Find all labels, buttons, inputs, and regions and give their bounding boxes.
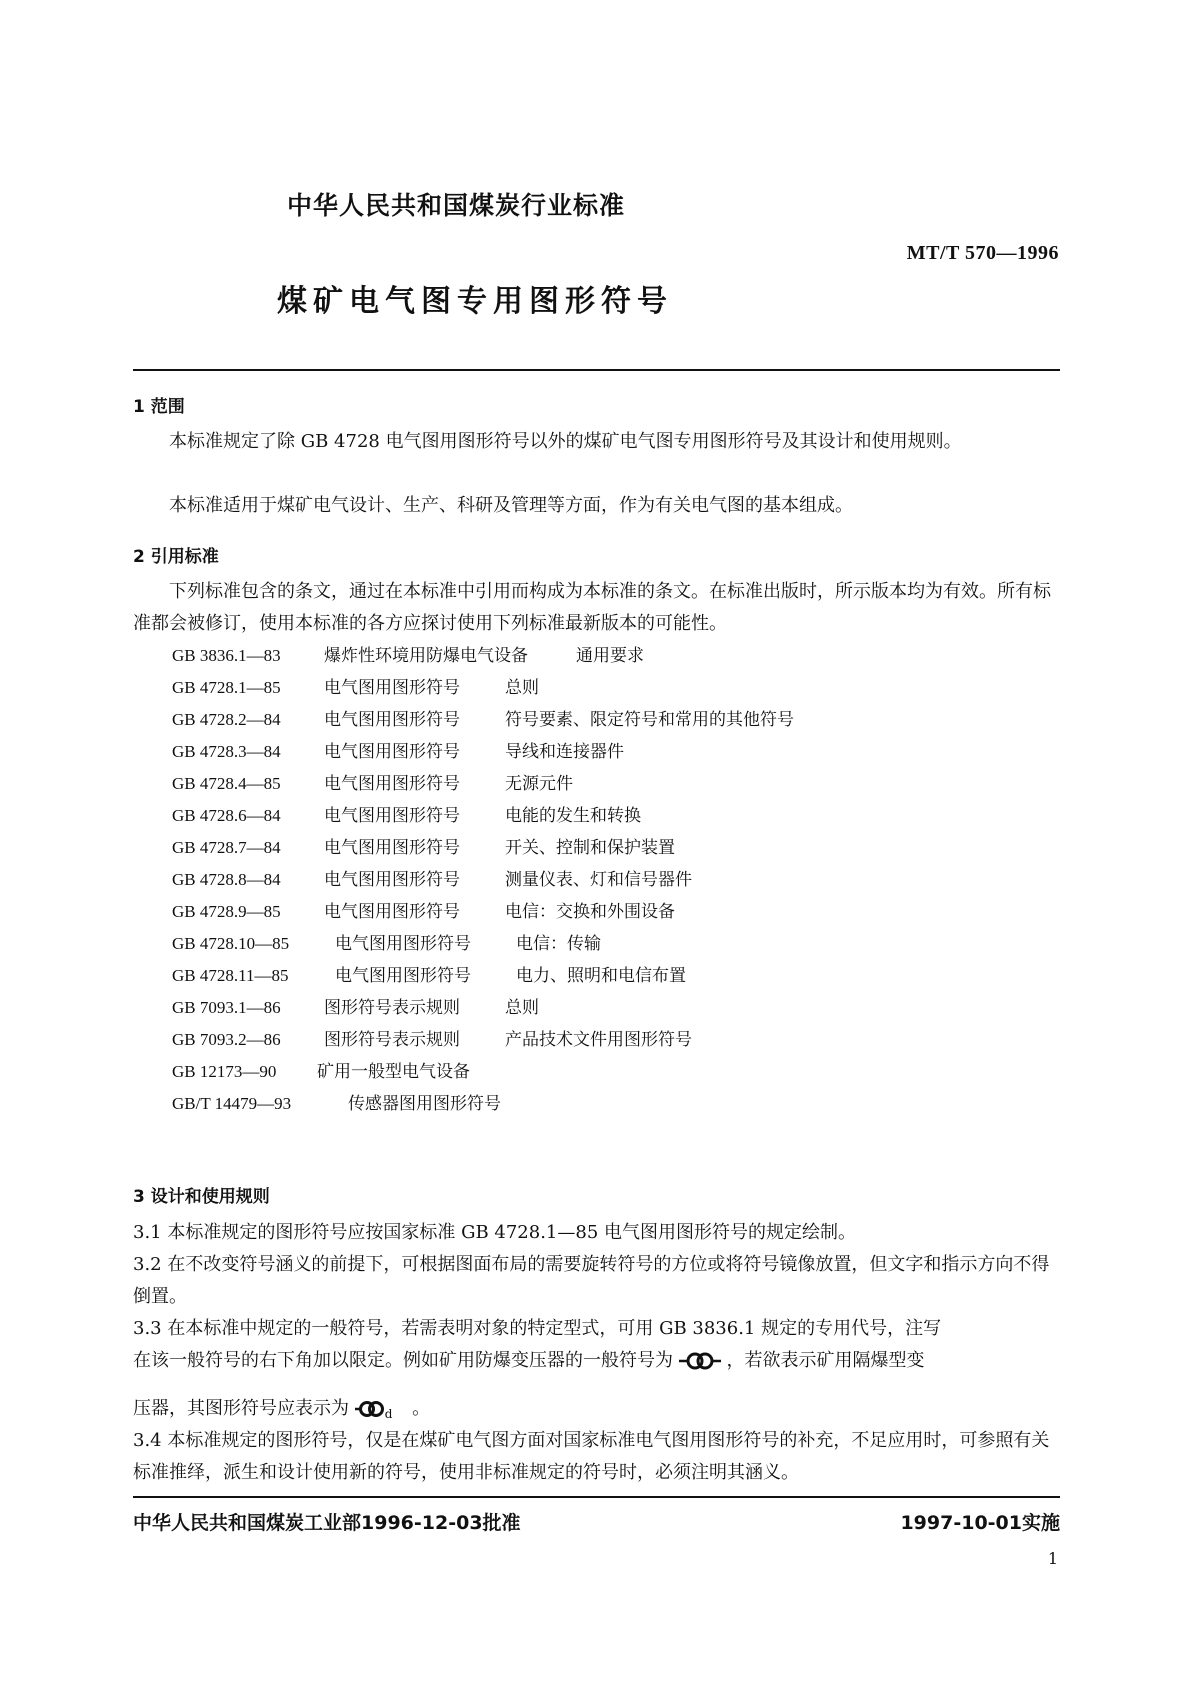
- reference-item: [172, 1024, 1052, 1056]
- reference-code: GB 4728.8—84: [172, 870, 281, 889]
- transformer-symbol-icon: [679, 1351, 721, 1371]
- reference-title: 电气图用图形符号: [335, 966, 471, 986]
- reference-subtitle: 电能的发生和转换: [505, 806, 641, 826]
- section-1-heading: 1 范围: [133, 397, 185, 417]
- reference-title: 电气图用图形符号: [324, 870, 460, 890]
- page-number: 1: [1047, 1549, 1058, 1568]
- reference-item: [172, 768, 1052, 800]
- reference-title: 电气图用图形符号: [324, 902, 460, 922]
- reference-item: [172, 640, 1052, 672]
- bottom-divider: [133, 1496, 1060, 1498]
- reference-subtitle: 电信：传输: [516, 934, 601, 954]
- reference-code: GB 4728.2—84: [172, 710, 281, 729]
- reference-code: GB/T 14479—93: [172, 1094, 292, 1113]
- reference-item: [172, 1088, 1052, 1120]
- section-1-paragraph-2: 本标准适用于煤矿电气设计、生产、科研及管理等方面，作为有关电气图的基本组成。: [169, 495, 853, 516]
- section-2-heading: 2 引用标准: [133, 547, 219, 567]
- reference-code: GB 7093.1—86: [172, 998, 281, 1017]
- reference-title: 电气图用图形符号: [335, 934, 471, 954]
- standard-number: MT/T 570—1996: [906, 242, 1059, 264]
- section-2-intro: 下列标准包含的条文，通过在本标准中引用而构成为本标准的条文。在标准出版时，所示版本均为有效。所有标准都会被修订，使用本标准的各方应探讨使用下列标准最新版本的可能性。: [133, 581, 1051, 634]
- implementation-date: 1997-10-01实施: [900, 1512, 1060, 1534]
- reference-code: GB 12173—90: [172, 1062, 277, 1081]
- reference-code: GB 4728.7—84: [172, 838, 281, 857]
- reference-subtitle: 符号要素、限定符号和常用的其他符号: [505, 710, 794, 730]
- flameproof-transformer-symbol-icon: [355, 1399, 385, 1419]
- reference-code: GB 3836.1—83: [172, 646, 281, 665]
- reference-title: 矿用一般型电气设备: [317, 1062, 470, 1082]
- reference-title: 电气图用图形符号: [324, 710, 460, 730]
- reference-item: [172, 800, 1052, 832]
- reference-item: [172, 864, 1052, 896]
- reference-item: [172, 928, 1052, 960]
- reference-item: [172, 704, 1052, 736]
- reference-code: GB 4728.4—85: [172, 774, 281, 793]
- reference-item: [172, 960, 1052, 992]
- reference-subtitle: 无源元件: [505, 774, 573, 794]
- reference-item: [172, 896, 1052, 928]
- section-3-heading: 3 设计和使用规则: [133, 1187, 270, 1207]
- document-title: 煤矿电气图专用图形符号: [277, 284, 673, 319]
- reference-code: GB 4728.6—84: [172, 806, 281, 825]
- reference-code: GB 4728.3—84: [172, 742, 281, 761]
- reference-subtitle: 通用要求: [576, 646, 644, 666]
- reference-title: 电气图用图形符号: [324, 774, 460, 794]
- clause-3-3-text-d: 。: [412, 1398, 431, 1419]
- reference-title: 爆炸性环境用防爆电气设备: [324, 646, 528, 666]
- reference-title: 电气图用图形符号: [324, 742, 460, 762]
- reference-title: 图形符号表示规则: [324, 998, 460, 1018]
- top-divider: [133, 369, 1060, 371]
- reference-item: [172, 736, 1052, 768]
- clause-3-3-text-b: ，若欲表示矿用隔爆型变: [726, 1350, 925, 1371]
- reference-title: 电气图用图形符号: [324, 838, 460, 858]
- clause-3-4: 3.4 本标准规定的图形符号，仅是在煤矿电气图方面对国家标准电气图用图形符号的补充，不足应用时，可参照有关标准推绎，派生和设计使用新的符号，使用非标准规定的符号时，必须注明其涵义。: [133, 1430, 1050, 1483]
- reference-subtitle: 导线和连接器件: [505, 742, 624, 762]
- reference-subtitle: 总则: [505, 678, 539, 698]
- reference-subtitle: 电信：交换和外围设备: [505, 902, 675, 922]
- clause-3-3-line-1: 3.3 在本标准中规定的一般符号，若需表明对象的特定型式，可用 GB 3836.1 规定的专用代号，注写: [133, 1318, 942, 1339]
- clause-3-3-line-2: [133, 1345, 1060, 1377]
- reference-code: GB 4728.1—85: [172, 678, 281, 697]
- reference-code: GB 7093.2—86: [172, 1030, 281, 1049]
- reference-subtitle: 电力、照明和电信布置: [516, 966, 686, 986]
- reference-title: 传感器图用图形符号: [348, 1094, 501, 1114]
- reference-item: [172, 672, 1052, 704]
- clause-3-3-text-c: 压器，其图形符号应表示为: [133, 1398, 349, 1419]
- reference-code: GB 4728.11—85: [172, 966, 289, 985]
- reference-item: [172, 832, 1052, 864]
- reference-list: [172, 640, 1052, 1120]
- reference-subtitle: 开关、控制和保护装置: [505, 838, 675, 858]
- approval-line: 中华人民共和国煤炭工业部1996-12-03批准: [133, 1512, 521, 1534]
- reference-subtitle: 测量仪表、灯和信号器件: [505, 870, 692, 890]
- reference-subtitle: 产品技术文件用图形符号: [505, 1030, 692, 1050]
- reference-item: [172, 1056, 1052, 1088]
- section-1-paragraph-1: 本标准规定了除 GB 4728 电气图用图形符号以外的煤矿电气图专用图形符号及其设计和使用规则。: [169, 431, 962, 452]
- reference-subtitle: 总则: [505, 998, 539, 1018]
- clause-3-2: 3.2 在不改变符号涵义的前提下，可根据图面布局的需要旋转符号的方位或将符号镜像放置，但文字和指示方向不得倒置。: [133, 1254, 1050, 1307]
- clause-3-3-text-a: 在该一般符号的右下角加以限定。例如矿用防爆变压器的一般符号为: [133, 1350, 673, 1371]
- reference-title: 图形符号表示规则: [324, 1030, 460, 1050]
- reference-code: GB 4728.9—85: [172, 902, 281, 921]
- reference-item: [172, 992, 1052, 1024]
- org-title: 中华人民共和国煤炭行业标准: [287, 191, 626, 220]
- flameproof-subscript: d: [384, 1407, 393, 1421]
- reference-code: GB 4728.10—85: [172, 934, 290, 953]
- reference-title: 电气图用图形符号: [324, 678, 460, 698]
- reference-title: 电气图用图形符号: [324, 806, 460, 826]
- clause-3-1: 3.1 本标准规定的图形符号应按国家标准 GB 4728.1—85 电气图用图形符号的规定绘制。: [133, 1222, 857, 1243]
